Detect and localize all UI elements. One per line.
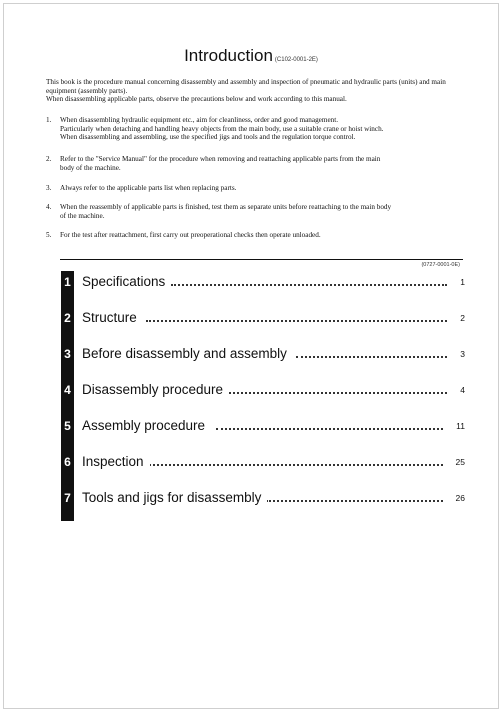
document-page <box>3 3 499 709</box>
precaution-line: For the test after reattachment, first carry out preoperational checks then operate unloaded. <box>60 231 321 239</box>
toc-item-page: 2 <box>460 313 465 323</box>
toc-item-tools-and-jigs[interactable] <box>61 487 465 509</box>
title-code: (C102-0001-2E) <box>274 57 318 63</box>
toc-leader-dots <box>171 284 447 286</box>
precaution-line: When the reassembly of applicable parts is finished, test them as separate units before reattaching to the main body <box>60 203 392 211</box>
toc-item-assembly-procedure[interactable] <box>61 415 465 437</box>
intro-section <box>46 78 466 104</box>
section-divider <box>60 259 463 260</box>
precaution-item <box>46 155 466 172</box>
precaution-text <box>60 155 466 172</box>
toc-code: (0727-0001-0E) <box>421 262 460 268</box>
toc-item-label: Disassembly procedure <box>82 379 229 401</box>
precaution-number: 5. <box>46 231 52 239</box>
precaution-line: Always refer to the applicable parts list when replacing parts. <box>60 184 237 192</box>
toc-item-label: Specifications <box>82 271 171 293</box>
toc-item-page: 25 <box>455 457 465 467</box>
precaution-text <box>60 231 466 240</box>
toc-item-number: 1 <box>64 275 71 289</box>
toc-item-specifications[interactable] <box>61 271 465 293</box>
precaution-number: 1. <box>46 116 52 124</box>
toc-item-label: Tools and jigs for disassembly <box>82 487 267 509</box>
toc-item-label: Assembly procedure <box>82 415 211 437</box>
toc-item-number: 4 <box>64 383 71 397</box>
title-row <box>4 46 498 66</box>
intro-paragraph: When disassembling applicable parts, observe the precautions below and work according to this manual. <box>46 95 347 103</box>
precaution-line: body of the machine. <box>60 163 121 172</box>
precaution-item <box>46 184 466 193</box>
toc-leader-dots <box>266 500 443 502</box>
precaution-line: When disassembling hydraulic equipment etc., aim for cleanliness, order and good management. <box>60 116 339 124</box>
precaution-number: 4. <box>46 203 52 211</box>
precaution-line: Refer to the "Service Manual" for the procedure when removing and reattaching applicable parts from the main <box>60 155 381 163</box>
intro-paragraph: This book is the procedure manual concerning disassembly and assembly and inspection of pneumatic and hydraulic parts (units) and main equipment (assembly parts). <box>46 78 446 95</box>
toc-item-structure[interactable] <box>61 307 465 329</box>
toc-item-page: 3 <box>460 349 465 359</box>
precaution-line: When disassembling and assembling, use the specified jigs and tools and the regulation torque control. <box>60 133 356 141</box>
toc-item-label: Inspection <box>82 451 150 473</box>
toc-item-page: 4 <box>460 385 465 395</box>
precaution-number: 3. <box>46 184 52 192</box>
toc-leader-dots <box>296 356 447 358</box>
toc-leader-dots <box>145 464 443 466</box>
precaution-number: 2. <box>46 155 52 163</box>
toc-item-number: 5 <box>64 419 71 433</box>
toc-item-label: Structure <box>82 307 143 329</box>
precaution-item <box>46 231 466 240</box>
toc-leader-dots <box>146 320 447 322</box>
precaution-item <box>46 203 466 220</box>
toc-item-page: 1 <box>460 277 465 287</box>
precaution-text <box>60 184 466 193</box>
page-title: Introduction <box>184 46 273 65</box>
toc-item-label: Before disassembly and assembly <box>82 343 293 365</box>
toc-leader-dots <box>226 392 447 394</box>
toc-item-page: 26 <box>455 493 465 503</box>
precaution-text <box>60 116 466 142</box>
precaution-text <box>60 203 466 220</box>
toc-item-disassembly-procedure[interactable] <box>61 379 465 401</box>
toc-item-number: 6 <box>64 455 71 469</box>
toc-item-number: 3 <box>64 347 71 361</box>
precaution-line: Particularly when detaching and handling heavy objects from the main body, use a suitable crane or hoist winch. <box>60 124 384 133</box>
toc-item-page: 11 <box>456 421 465 431</box>
precaution-item <box>46 116 466 142</box>
toc-item-number: 2 <box>64 311 71 325</box>
toc-item-inspection[interactable] <box>61 451 465 473</box>
toc-item-number: 7 <box>64 491 71 505</box>
toc-item-before-disassembly[interactable] <box>61 343 465 365</box>
precaution-line: of the machine. <box>60 211 105 220</box>
toc-leader-dots <box>216 428 443 430</box>
